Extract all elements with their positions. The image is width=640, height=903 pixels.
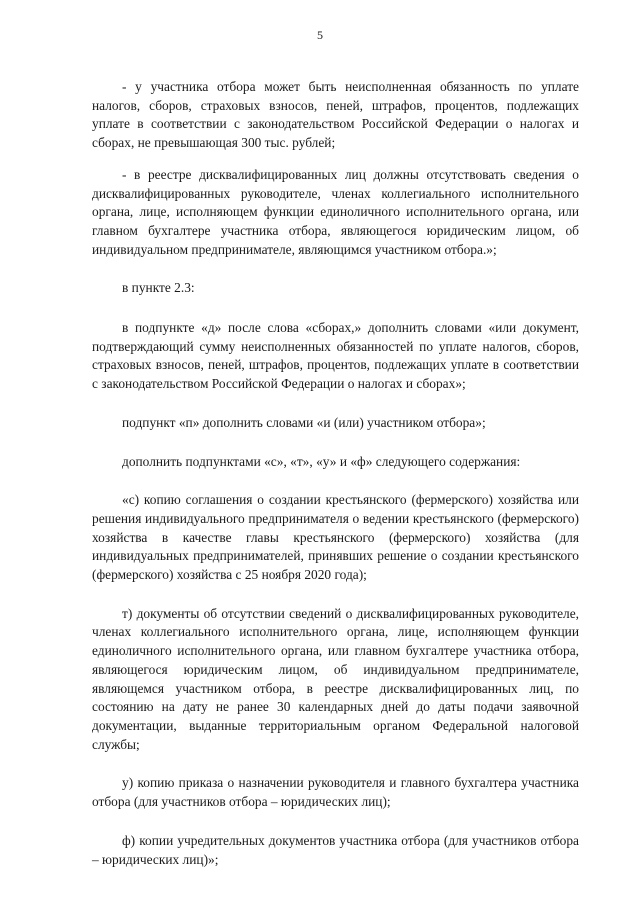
paragraph-subclause-d: в подпункте «д» после слова «сборах,» дополнить словами «или документ, подтверждающий сумму неисполненных обязанностей по уплате налогов, сборов, страховых взносов, пеней, штрафов, процентов, подлежащих уплате в соответствии с законодательством Российской Федерации о налогах и сборах»; [92,320,579,392]
paragraph-disqualified-registry: - в реестре дисквалифицированных лиц должны отсутствовать сведения о дисквалифицированных руководителе, членах коллегиального исполнительного органа, лице, исполняющем функции единоличного исполнительного органа, или главном бухгалтере участника отбора, являющегося юридическим лицом, об индивидуальном предпринимателе, являющимся участником отбора.»; [92,166,579,257]
page-number: 5 [317,28,323,42]
paragraph-subclause-u: у) копию приказа о назначении руководителя и главного бухгалтера участника отбора (для участников отбора – юридических лиц); [92,775,579,810]
paragraph-tax-debt: - у участника отбора может быть неисполненная обязанность по уплате налогов, сборов, страховых взносов, пеней, штрафов, процентов, подлежащих уплате в соответствии с законодательством Российской Федерации о налогах и сборах, не превышающая 300 тыс. рублей; [92,79,579,151]
paragraph-subclause-t: т) документы об отсутствии сведений о дисквалифицированных руководителе, членах коллегиального исполнительного органа, лице, исполняющем функции единоличного исполнительного органа, или главном бухгалтере участника отбора, являющегося юридическим лицом, об индивидуальном предпринимателе, являющемся участником отбора, в реестре дисквалифицированных лиц, по состоянию на дату не ранее 30 календарных дней до даты подачи заявочной документации, выданные территориальным органом Федеральной налоговой службы; [92,605,579,752]
paragraph-clause-2-3: в пункте 2.3: [122,280,195,296]
paragraph-subclause-f: ф) копии учредительных документов участника отбора (для участников отбора – юридических лиц)»; [92,832,579,867]
paragraph-subclause-p: подпункт «п» дополнить словами «и (или) участником отбора»; [122,414,486,430]
document-body [92,78,579,869]
paragraph-add-subclauses: дополнить подпунктами «с», «т», «у» и «ф» следующего содержания: [122,453,521,469]
paragraph-subclause-s: «с) копию соглашения о создании крестьянского (фермерского) хозяйства или решения индивидуального предпринимателя о ведении крестьянского (фермерского) хозяйства в качестве главы крестьянского (фермерского) хозяйства (для индивидуальных предпринимателей, принявших решение о создании крестьянского (фермерского) хозяйства с 25 ноября 2020 года); [92,492,579,583]
